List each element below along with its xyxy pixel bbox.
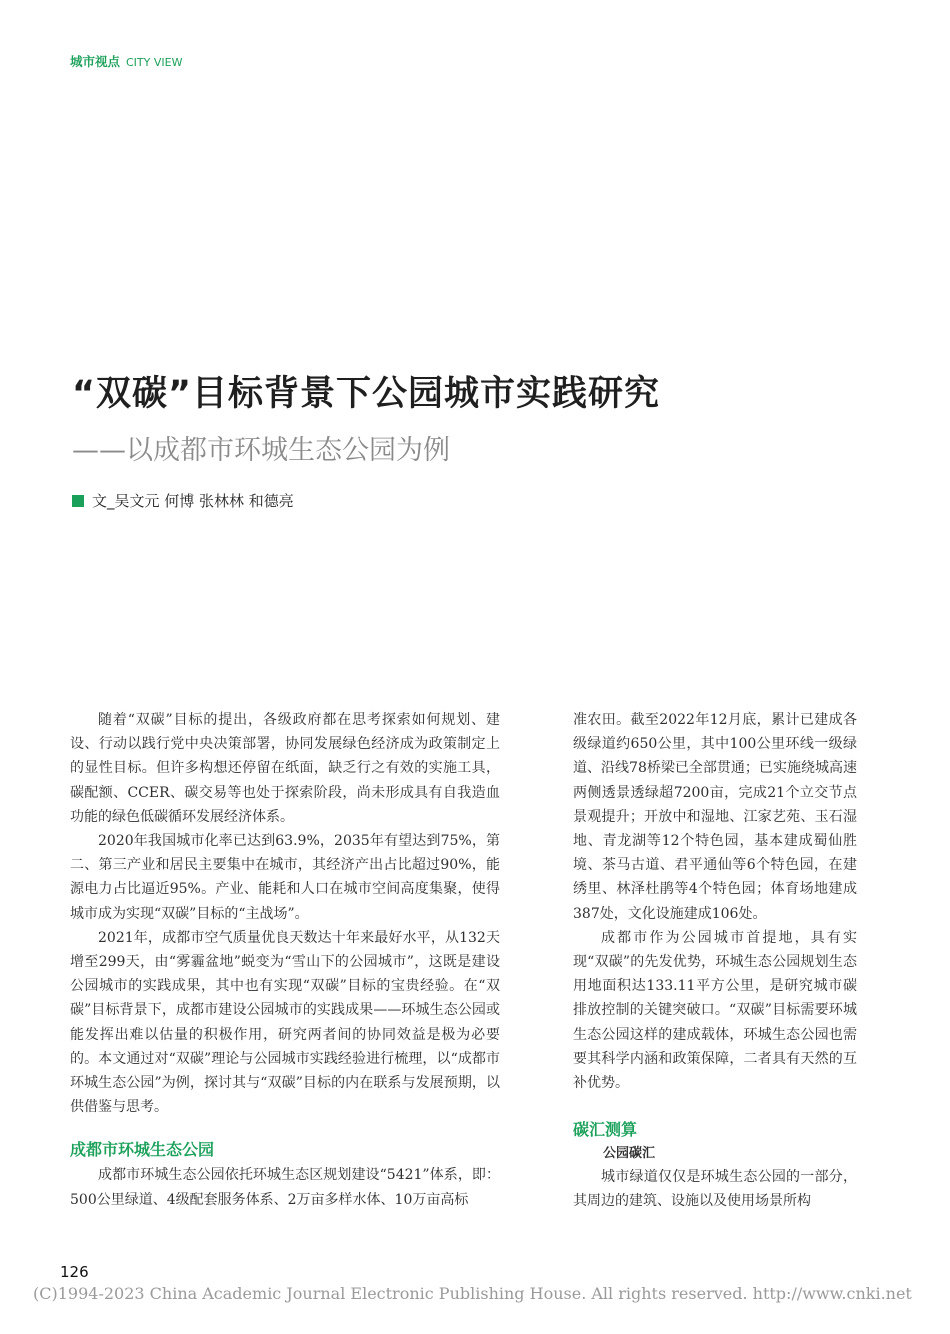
subsection-heading: 公园碳汇 <box>603 1146 656 1162</box>
author-line <box>72 490 294 511</box>
paragraph: 随着“双碳”目标的提出，各级政府都在思考探索如何规划、建设、行动以践行党中央决策部署，协同发展绿色经济成为政策制定上的显性目标。但许多构想还停留在纸面，缺乏行之有效的实施工具，碳配额、CCER、碳交易等也处于探索阶段，尚未形成具有自我造血功能的绿色低碳循环发展经济体系。 <box>70 712 500 825</box>
green-square-icon <box>72 495 84 507</box>
section-label-cn: 城市视点 <box>70 54 121 69</box>
copyright-footer: (C)1994-2023 China Academic Journal Electronic Publishing House. All rights reserved. http://www.cnki.net <box>33 1284 912 1303</box>
right-column <box>573 708 857 1214</box>
page-number: 126 <box>60 1263 89 1281</box>
paragraph: 2021年，成都市空气质量优良天数达十年来最好水平，从132天增至299天，由“雾霾盆地”蜕变为“雪山下的公园城市”，这既是建设公园城市的实践成果，其中也有实现“双碳”目标的宝贵经验。在“双碳”目标背景下，成都市建设公园城市的实践成果——环城生态公园或能发挥出难以估量的积极作用，研究两者间的协同效益是极为必要的。本文通过对“双碳”理论与公园城市实践经验进行梳理，以“成都市环城生态公园”为例，探讨其与“双碳”目标的内在联系与发展预期，以供借鉴与思考。 <box>70 929 500 1116</box>
paragraph: 成都市作为公园城市首提地，具有实现“双碳”的先发优势，环城生态公园规划生态用地面积达133.11平方公里，是研究城市碳排放控制的关键突破口。“双碳”目标需要环城生态公园这样的建成载体，环城生态公园也需要其科学内涵和政策保障，二者具有天然的互补优势。 <box>573 929 857 1092</box>
article-title: “双碳”目标背景下公园城市实践研究 <box>72 374 661 414</box>
article-subtitle: ——以成都市环城生态公园为例 <box>72 435 450 466</box>
authors-text: 文_吴文元 何博 张林林 和德亮 <box>92 492 294 510</box>
paragraph: 成都市环城生态公园依托环城生态区规划建设“5421”体系，即：500公里绿道、4级配套服务体系、2万亩多样水体、10万亩高标 <box>70 1167 500 1208</box>
section-header <box>70 52 182 70</box>
section-heading: 成都市环城生态公园 <box>70 1140 215 1160</box>
left-column <box>70 708 500 1212</box>
paragraph: 2020年我国城市化率已达到63.9%，2035年有望达到75%，第二、第三产业和居民主要集中在城市，其经济产出占比超过90%，能源电力占比逼近95%。产业、能耗和人口在城市空间高度集聚，使得城市成为实现“双碳”目标的“主战场”。 <box>70 833 500 922</box>
paragraph: 准农田。截至2022年12月底，累计已建成各级绿道约650公里，其中100公里环线一级绿道、沿线78桥梁已全部贯通；已实施绕城高速两侧透景透绿超7200亩，完成21个立交节点景观提升；开放中和湿地、江家艺苑、玉石湿地、青龙湖等12个特色园，基本建成蜀仙胜境、茶马古道、君平通仙等6个特色园，在建绣里、林泽杜鹃等4个特色园；体育场地建成387处，文化设施建成106处。 <box>573 712 857 922</box>
paragraph: 城市绿道仅仅是环城生态公园的一部分，其周边的建筑、设施以及使用场景所构 <box>573 1169 857 1210</box>
section-label-en: CITY VIEW <box>126 56 183 69</box>
section-heading: 碳汇测算 <box>573 1120 638 1140</box>
